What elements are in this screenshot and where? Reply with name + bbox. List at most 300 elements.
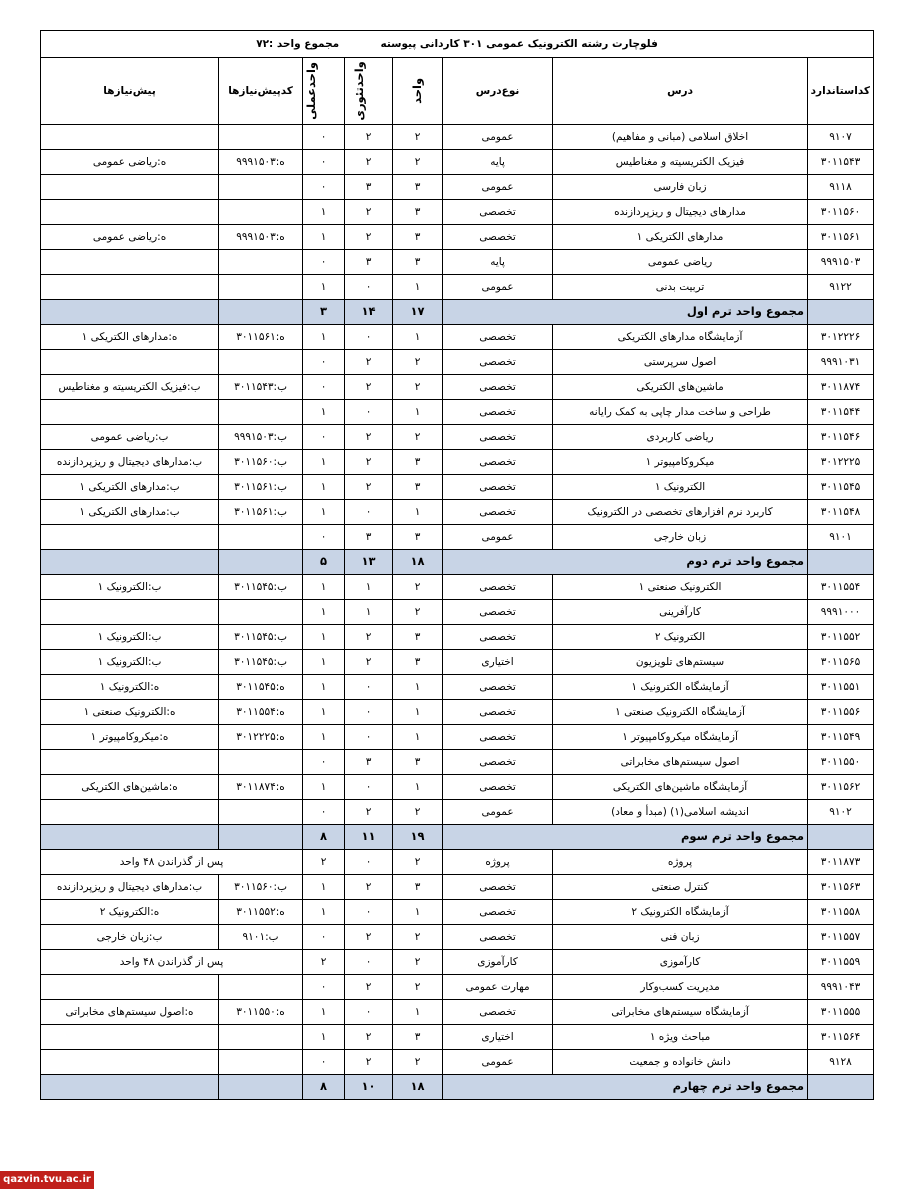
course-practical-units: ۰ <box>303 350 345 375</box>
course-theory-units: ۰ <box>345 325 393 350</box>
course-row <box>41 675 874 700</box>
course-code: ۹۱۲۲ <box>808 275 874 300</box>
course-code: ۳۰۱۱۵۵۷ <box>808 925 874 950</box>
prerequisite-codes: ب:۳۰۱۱۵۴۳ <box>219 375 303 400</box>
course-theory-units: ۲ <box>345 1025 393 1050</box>
course-type: تخصصی <box>443 400 553 425</box>
prerequisites <box>41 275 219 300</box>
course-practical-units: ۰ <box>303 1050 345 1075</box>
header-row <box>41 58 874 125</box>
course-name: اصول سرپرستی <box>553 350 808 375</box>
course-theory-units: ۲ <box>345 1050 393 1075</box>
course-name: زبان خارجی <box>553 525 808 550</box>
course-type: تخصصی <box>443 375 553 400</box>
course-name: آزمایشگاه الکترونیک صنعتی ۱ <box>553 700 808 725</box>
course-practical-units: ۰ <box>303 800 345 825</box>
total-theory: ۱۴ <box>345 300 393 325</box>
course-row <box>41 325 874 350</box>
course-practical-units: ۱ <box>303 400 345 425</box>
course-units: ۲ <box>393 850 443 875</box>
course-code: ۳۰۱۱۸۷۴ <box>808 375 874 400</box>
sum-blank <box>219 825 303 850</box>
course-name: کارآفرینی <box>553 600 808 625</box>
course-theory-units: ۰ <box>345 775 393 800</box>
course-row <box>41 625 874 650</box>
course-theory-units: ۲ <box>345 125 393 150</box>
semester-total-label: مجموع واحد ترم چهارم <box>443 1075 808 1100</box>
course-code: ۳۰۱۱۵۴۹ <box>808 725 874 750</box>
course-practical-units: ۰ <box>303 250 345 275</box>
course-units: ۱ <box>393 675 443 700</box>
course-code: ۹۱۰۷ <box>808 125 874 150</box>
course-theory-units: ۲ <box>345 200 393 225</box>
prerequisites: ب:ریاضی عمومی <box>41 425 219 450</box>
course-units: ۲ <box>393 925 443 950</box>
course-type: تخصصی <box>443 500 553 525</box>
prerequisite-codes <box>219 275 303 300</box>
course-name: تربیت بدنی <box>553 275 808 300</box>
total-theory: ۱۱ <box>345 825 393 850</box>
course-units: ۲ <box>393 575 443 600</box>
course-code: ۹۹۹۱۰۴۳ <box>808 975 874 1000</box>
prerequisites: ه:ریاضی عمومی <box>41 150 219 175</box>
header-practical-label: واحدعملی <box>304 62 319 120</box>
course-name: کنترل صنعتی <box>553 875 808 900</box>
course-practical-units: ۱ <box>303 675 345 700</box>
course-theory-units: ۳ <box>345 750 393 775</box>
prerequisites: ه:الکترونیک صنعتی ۱ <box>41 700 219 725</box>
total-theory: ۱۳ <box>345 550 393 575</box>
course-theory-units: ۲ <box>345 800 393 825</box>
course-code: ۳۰۱۱۵۶۴ <box>808 1025 874 1050</box>
prerequisites: ه:الکترونیک ۲ <box>41 900 219 925</box>
course-row <box>41 950 874 975</box>
course-name: ریاضی کاربردی <box>553 425 808 450</box>
prerequisite-codes <box>219 125 303 150</box>
flowchart-sheet <box>40 30 873 1100</box>
prerequisite-codes <box>219 1025 303 1050</box>
prerequisite-codes: ب:۳۰۱۱۵۶۱ <box>219 475 303 500</box>
course-practical-units: ۱ <box>303 275 345 300</box>
course-code: ۳۰۱۱۵۵۶ <box>808 700 874 725</box>
sum-blank <box>41 550 219 575</box>
course-theory-units: ۰ <box>345 900 393 925</box>
title-main: فلوچارت رشته الکترونیک عمومی ۳۰۱ کاردانی پیوسته <box>380 37 658 50</box>
prerequisite-codes: ه:۳۰۱۱۵۵۰ <box>219 1000 303 1025</box>
prerequisites: ب:فیزیک الکتریسیته و مغناطیس <box>41 375 219 400</box>
header-theory <box>345 58 393 125</box>
sum-blank <box>808 550 874 575</box>
course-theory-units: ۱ <box>345 575 393 600</box>
course-theory-units: ۰ <box>345 725 393 750</box>
course-code: ۳۰۱۱۸۷۳ <box>808 850 874 875</box>
course-code: ۳۰۱۱۵۵۴ <box>808 575 874 600</box>
prerequisite-codes <box>219 800 303 825</box>
course-row <box>41 175 874 200</box>
header-code: کداستاندارد <box>808 58 874 125</box>
course-code: ۹۱۰۱ <box>808 525 874 550</box>
prerequisite-codes <box>219 250 303 275</box>
prerequisites <box>41 1050 219 1075</box>
course-name: آزمایشگاه سیستم‌های مخابراتی <box>553 1000 808 1025</box>
course-type: عمومی <box>443 525 553 550</box>
course-name: آزمایشگاه الکترونیک ۲ <box>553 900 808 925</box>
semester-total-row <box>41 550 874 575</box>
course-theory-units: ۲ <box>345 350 393 375</box>
prerequisites <box>41 800 219 825</box>
course-code: ۳۰۱۱۵۶۲ <box>808 775 874 800</box>
course-row <box>41 900 874 925</box>
header-units-label: واحد <box>409 77 424 105</box>
course-code: ۳۰۱۱۵۵۵ <box>808 1000 874 1025</box>
header-theory-label: واحدتئوری <box>351 61 366 121</box>
course-code: ۳۰۱۱۵۴۳ <box>808 150 874 175</box>
course-name: مدیریت کسب‌وکار <box>553 975 808 1000</box>
course-code: ۳۰۱۱۵۵۰ <box>808 750 874 775</box>
course-name: زبان فنی <box>553 925 808 950</box>
total-units: ۱۸ <box>393 1075 443 1100</box>
course-units: ۲ <box>393 800 443 825</box>
course-type: تخصصی <box>443 600 553 625</box>
course-type: اختیاری <box>443 650 553 675</box>
site-logo: qazvin.tvu.ac.ir <box>0 1171 94 1189</box>
course-code: ۳۰۱۱۵۵۱ <box>808 675 874 700</box>
course-name: مدارهای الکتریکی ۱ <box>553 225 808 250</box>
course-theory-units: ۲ <box>345 425 393 450</box>
course-theory-units: ۰ <box>345 1000 393 1025</box>
course-theory-units: ۰ <box>345 850 393 875</box>
course-practical-units: ۱ <box>303 325 345 350</box>
prerequisites: پس از گذراندن ۴۸ واحد <box>41 950 303 975</box>
course-row <box>41 1050 874 1075</box>
course-row <box>41 700 874 725</box>
course-name: مدارهای دیجیتال و ریزپردازنده <box>553 200 808 225</box>
course-units: ۱ <box>393 1000 443 1025</box>
course-theory-units: ۲ <box>345 875 393 900</box>
course-practical-units: ۱ <box>303 500 345 525</box>
course-units: ۲ <box>393 950 443 975</box>
course-code: ۳۰۱۱۵۶۵ <box>808 650 874 675</box>
sum-blank <box>41 825 219 850</box>
course-theory-units: ۰ <box>345 400 393 425</box>
course-units: ۳ <box>393 200 443 225</box>
course-name: اخلاق اسلامی (مبانی و مفاهیم) <box>553 125 808 150</box>
curriculum-table <box>40 30 874 1100</box>
course-practical-units: ۱ <box>303 1000 345 1025</box>
prerequisites <box>41 750 219 775</box>
semester-total-label: مجموع واحد ترم اول <box>443 300 808 325</box>
course-type: تخصصی <box>443 475 553 500</box>
prerequisite-codes: ب:۳۰۱۱۵۶۰ <box>219 450 303 475</box>
sum-blank <box>808 1075 874 1100</box>
course-type: تخصصی <box>443 775 553 800</box>
course-units: ۲ <box>393 350 443 375</box>
course-type: کارآموزی <box>443 950 553 975</box>
prerequisite-codes: ه:۳۰۱۲۲۲۵ <box>219 725 303 750</box>
course-code: ۹۱۰۲ <box>808 800 874 825</box>
course-units: ۳ <box>393 750 443 775</box>
course-code: ۹۹۹۱۰۳۱ <box>808 350 874 375</box>
prerequisite-codes <box>219 175 303 200</box>
course-theory-units: ۱ <box>345 600 393 625</box>
header-prereq: پیش‌نیازها <box>41 58 219 125</box>
course-units: ۲ <box>393 975 443 1000</box>
course-code: ۳۰۱۱۵۴۴ <box>808 400 874 425</box>
course-name: آزمایشگاه الکترونیک ۱ <box>553 675 808 700</box>
course-type: اختیاری <box>443 1025 553 1050</box>
course-practical-units: ۱ <box>303 600 345 625</box>
course-row <box>41 750 874 775</box>
course-practical-units: ۰ <box>303 525 345 550</box>
course-row <box>41 425 874 450</box>
course-units: ۳ <box>393 475 443 500</box>
prerequisite-codes: ه:۳۰۱۱۵۵۲ <box>219 900 303 925</box>
prerequisites <box>41 400 219 425</box>
course-type: تخصصی <box>443 425 553 450</box>
course-practical-units: ۲ <box>303 850 345 875</box>
course-practical-units: ۱ <box>303 1025 345 1050</box>
course-type: عمومی <box>443 800 553 825</box>
prerequisites: ه:اصول سیستم‌های مخابراتی <box>41 1000 219 1025</box>
course-units: ۱ <box>393 775 443 800</box>
course-row <box>41 975 874 1000</box>
course-units: ۲ <box>393 375 443 400</box>
total-units: ۱۷ <box>393 300 443 325</box>
course-practical-units: ۰ <box>303 150 345 175</box>
header-course: درس <box>553 58 808 125</box>
course-practical-units: ۱ <box>303 875 345 900</box>
course-name: کارآموزی <box>553 950 808 975</box>
prerequisites: ه:ریاضی عمومی <box>41 225 219 250</box>
course-theory-units: ۲ <box>345 475 393 500</box>
total-practical: ۵ <box>303 550 345 575</box>
course-row <box>41 525 874 550</box>
course-type: تخصصی <box>443 1000 553 1025</box>
course-units: ۳ <box>393 250 443 275</box>
course-practical-units: ۰ <box>303 975 345 1000</box>
prerequisites: ب:زبان خارجی <box>41 925 219 950</box>
prerequisites: ب:مدارهای الکتریکی ۱ <box>41 500 219 525</box>
prerequisite-codes: ب:۳۰۱۱۵۶۱ <box>219 500 303 525</box>
course-practical-units: ۲ <box>303 950 345 975</box>
course-theory-units: ۲ <box>345 975 393 1000</box>
course-type: تخصصی <box>443 350 553 375</box>
course-code: ۳۰۱۱۵۵۹ <box>808 950 874 975</box>
course-code: ۳۰۱۱۵۵۲ <box>808 625 874 650</box>
course-row <box>41 600 874 625</box>
course-theory-units: ۳ <box>345 250 393 275</box>
prerequisites: ه:میکروکامپیوتر ۱ <box>41 725 219 750</box>
course-practical-units: ۱ <box>303 650 345 675</box>
course-practical-units: ۱ <box>303 700 345 725</box>
total-practical: ۸ <box>303 1075 345 1100</box>
course-name: میکروکامپیوتر ۱ <box>553 450 808 475</box>
course-units: ۳ <box>393 175 443 200</box>
course-name: مباحث ویژه ۱ <box>553 1025 808 1050</box>
sum-blank <box>219 1075 303 1100</box>
course-code: ۹۹۹۱۵۰۳ <box>808 250 874 275</box>
course-type: تخصصی <box>443 225 553 250</box>
prerequisites: پس از گذراندن ۴۸ واحد <box>41 850 303 875</box>
prerequisite-codes: ب:۹۱۰۱ <box>219 925 303 950</box>
course-row <box>41 1000 874 1025</box>
prerequisites <box>41 350 219 375</box>
course-practical-units: ۰ <box>303 175 345 200</box>
course-type: تخصصی <box>443 200 553 225</box>
prerequisites <box>41 200 219 225</box>
header-units <box>393 58 443 125</box>
prerequisite-codes <box>219 750 303 775</box>
course-units: ۱ <box>393 275 443 300</box>
course-practical-units: ۱ <box>303 575 345 600</box>
course-practical-units: ۱ <box>303 200 345 225</box>
total-theory: ۱۰ <box>345 1075 393 1100</box>
total-units: ۱۸ <box>393 550 443 575</box>
prerequisite-codes <box>219 1050 303 1075</box>
course-type: عمومی <box>443 275 553 300</box>
prerequisites <box>41 600 219 625</box>
course-row <box>41 400 874 425</box>
course-theory-units: ۲ <box>345 650 393 675</box>
course-name: فیزیک الکتریسیته و مغناطیس <box>553 150 808 175</box>
course-practical-units: ۱ <box>303 475 345 500</box>
course-theory-units: ۳ <box>345 175 393 200</box>
course-name: الکترونیک ۲ <box>553 625 808 650</box>
course-type: تخصصی <box>443 725 553 750</box>
course-practical-units: ۰ <box>303 750 345 775</box>
course-type: تخصصی <box>443 325 553 350</box>
prerequisites <box>41 175 219 200</box>
prerequisite-codes <box>219 525 303 550</box>
prerequisites <box>41 975 219 1000</box>
course-row <box>41 875 874 900</box>
course-type: عمومی <box>443 175 553 200</box>
course-name: زبان فارسی <box>553 175 808 200</box>
course-type: عمومی <box>443 125 553 150</box>
prerequisites: ه:الکترونیک ۱ <box>41 675 219 700</box>
course-type: تخصصی <box>443 875 553 900</box>
prerequisites: ب:مدارهای الکتریکی ۱ <box>41 475 219 500</box>
course-row <box>41 575 874 600</box>
course-row <box>41 475 874 500</box>
prerequisites: ب:الکترونیک ۱ <box>41 625 219 650</box>
course-row <box>41 850 874 875</box>
course-type: تخصصی <box>443 575 553 600</box>
course-units: ۳ <box>393 875 443 900</box>
course-name: ریاضی عمومی <box>553 250 808 275</box>
course-name: طراحی و ساخت مدار چاپی به کمک رایانه <box>553 400 808 425</box>
course-row <box>41 275 874 300</box>
sum-blank <box>219 300 303 325</box>
course-code: ۹۹۹۱۰۰۰ <box>808 600 874 625</box>
course-type: عمومی <box>443 1050 553 1075</box>
course-theory-units: ۲ <box>345 625 393 650</box>
course-practical-units: ۱ <box>303 900 345 925</box>
prerequisite-codes: ه:۳۰۱۱۵۶۱ <box>219 325 303 350</box>
course-theory-units: ۰ <box>345 675 393 700</box>
semester-total-row <box>41 1075 874 1100</box>
prerequisites: ه:ماشین‌های الکتریکی <box>41 775 219 800</box>
course-name: آزمایشگاه ماشین‌های الکتریکی <box>553 775 808 800</box>
course-units: ۱ <box>393 400 443 425</box>
prerequisites: ب:مدارهای دیجیتال و ریزپردازنده <box>41 450 219 475</box>
course-code: ۳۰۱۱۵۶۱ <box>808 225 874 250</box>
sum-blank <box>219 550 303 575</box>
semester-total-label: مجموع واحد ترم سوم <box>443 825 808 850</box>
total-practical: ۸ <box>303 825 345 850</box>
course-practical-units: ۰ <box>303 925 345 950</box>
course-type: پایه <box>443 150 553 175</box>
course-name: دانش خانواده و جمعیت <box>553 1050 808 1075</box>
course-row <box>41 150 874 175</box>
course-type: تخصصی <box>443 900 553 925</box>
prerequisite-codes: ب:۳۰۱۱۵۶۰ <box>219 875 303 900</box>
prerequisite-codes: ب:۳۰۱۱۵۴۵ <box>219 575 303 600</box>
course-code: ۳۰۱۲۲۲۶ <box>808 325 874 350</box>
prerequisites: ب:الکترونیک ۱ <box>41 650 219 675</box>
prerequisite-codes: ب:۳۰۱۱۵۴۵ <box>219 650 303 675</box>
prerequisites: ب:مدارهای دیجیتال و ریزپردازنده <box>41 875 219 900</box>
semester-total-row <box>41 300 874 325</box>
course-type: مهارت عمومی <box>443 975 553 1000</box>
prerequisite-codes: ه:۹۹۹۱۵۰۳ <box>219 150 303 175</box>
course-code: ۳۰۱۱۵۵۸ <box>808 900 874 925</box>
course-type: تخصصی <box>443 450 553 475</box>
course-practical-units: ۱ <box>303 450 345 475</box>
course-type: تخصصی <box>443 625 553 650</box>
course-units: ۲ <box>393 1050 443 1075</box>
sum-blank <box>808 300 874 325</box>
course-theory-units: ۲ <box>345 150 393 175</box>
course-practical-units: ۱ <box>303 725 345 750</box>
course-type: تخصصی <box>443 925 553 950</box>
prerequisite-codes: ه:۳۰۱۱۵۵۴ <box>219 700 303 725</box>
course-units: ۱ <box>393 500 443 525</box>
total-units: ۱۹ <box>393 825 443 850</box>
course-units: ۳ <box>393 450 443 475</box>
course-name: اندیشه اسلامی(۱) (مبدأ و معاد) <box>553 800 808 825</box>
course-name: کاربرد نرم افزارهای تخصصی در الکترونیک <box>553 500 808 525</box>
prerequisite-codes: ه:۳۰۱۱۵۴۵ <box>219 675 303 700</box>
sum-blank <box>41 1075 219 1100</box>
course-practical-units: ۰ <box>303 425 345 450</box>
course-units: ۲ <box>393 425 443 450</box>
course-units: ۳ <box>393 225 443 250</box>
prerequisites <box>41 250 219 275</box>
prerequisite-codes: ب:۳۰۱۱۵۴۵ <box>219 625 303 650</box>
course-row <box>41 775 874 800</box>
course-name: سیستم‌های تلویزیون <box>553 650 808 675</box>
course-theory-units: ۲ <box>345 225 393 250</box>
course-code: ۳۰۱۲۲۲۵ <box>808 450 874 475</box>
header-prereq-code: کدپیش‌نیازها <box>219 58 303 125</box>
prerequisite-codes <box>219 200 303 225</box>
course-type: تخصصی <box>443 675 553 700</box>
course-row <box>41 1025 874 1050</box>
course-code: ۳۰۱۱۵۴۸ <box>808 500 874 525</box>
course-units: ۳ <box>393 525 443 550</box>
course-row <box>41 500 874 525</box>
header-practical <box>303 58 345 125</box>
course-theory-units: ۰ <box>345 950 393 975</box>
semester-total-row <box>41 825 874 850</box>
prerequisite-codes: ه:۳۰۱۱۸۷۴ <box>219 775 303 800</box>
prerequisite-codes: ه:۹۹۹۱۵۰۳ <box>219 225 303 250</box>
course-code: ۳۰۱۱۵۶۳ <box>808 875 874 900</box>
prerequisite-codes <box>219 400 303 425</box>
course-row <box>41 250 874 275</box>
semester-total-label: مجموع واحد ترم دوم <box>443 550 808 575</box>
